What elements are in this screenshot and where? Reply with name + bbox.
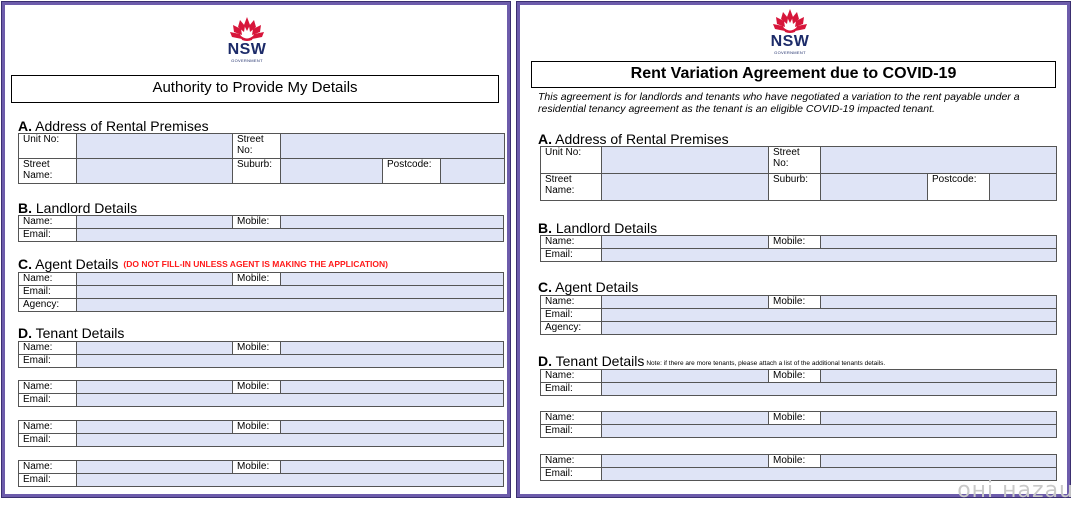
tenant-name-field[interactable] — [77, 421, 233, 434]
mobile-label: Mobile: — [769, 370, 821, 383]
section-title: Address of Rental Premises — [555, 131, 729, 147]
agent-name-field[interactable] — [602, 296, 769, 309]
landlord-table — [540, 235, 1057, 262]
unit-no-field[interactable] — [77, 134, 233, 159]
postcode-field[interactable] — [441, 159, 505, 184]
street-no-label: Street No: — [769, 147, 821, 174]
street-no-field[interactable] — [281, 134, 505, 159]
tenant-name-field[interactable] — [602, 370, 769, 383]
name-label: Name: — [541, 412, 602, 425]
form-authority-to-provide-details — [2, 2, 510, 497]
section-letter: C. — [538, 279, 552, 295]
tenant-1-table — [540, 369, 1057, 396]
tenant-email-field[interactable] — [602, 425, 1057, 438]
mobile-label: Mobile: — [769, 412, 821, 425]
name-label: Name: — [541, 236, 602, 249]
tenant-email-field[interactable] — [77, 394, 504, 407]
landlord-mobile-field[interactable] — [821, 236, 1057, 249]
tenant-mobile-field[interactable] — [281, 461, 504, 474]
logo-text: NSW — [770, 33, 810, 50]
tenant-2-table — [540, 411, 1057, 438]
tenant-name-field[interactable] — [602, 455, 769, 468]
unit-no-label: Unit No: — [19, 134, 77, 159]
tenant-name-field[interactable] — [77, 381, 233, 394]
section-letter: A. — [18, 118, 32, 134]
tenant-3-table — [540, 454, 1057, 481]
tenant-mobile-field[interactable] — [281, 342, 504, 355]
nsw-government-logo — [222, 15, 272, 65]
landlord-mobile-field[interactable] — [281, 216, 504, 229]
postcode-label: Postcode: — [928, 174, 990, 201]
section-c-heading — [538, 279, 638, 295]
agent-email-field[interactable] — [77, 286, 504, 299]
name-label: Name: — [19, 461, 77, 474]
street-no-label: Street No: — [233, 134, 281, 159]
email-label: Email: — [541, 383, 602, 396]
suburb-label: Suburb: — [233, 159, 281, 184]
mobile-label: Mobile: — [769, 236, 821, 249]
section-title: Tenant Details — [555, 353, 645, 369]
section-title: Agent Details — [35, 256, 119, 272]
name-label: Name: — [541, 370, 602, 383]
suburb-field[interactable] — [821, 174, 928, 201]
agency-label: Agency: — [541, 322, 602, 335]
tenant-3-table — [18, 420, 504, 447]
street-name-field[interactable] — [77, 159, 233, 184]
mobile-label: Mobile: — [769, 455, 821, 468]
name-label: Name: — [541, 455, 602, 468]
mobile-label: Mobile: — [769, 296, 821, 309]
landlord-table — [18, 215, 504, 242]
tenant-mobile-field[interactable] — [821, 412, 1057, 425]
unit-no-field[interactable] — [602, 147, 769, 174]
section-letter: D. — [538, 353, 552, 369]
landlord-email-field[interactable] — [77, 229, 504, 242]
agency-field[interactable] — [77, 299, 504, 312]
tenant-mobile-field[interactable] — [281, 421, 504, 434]
nsw-government-logo — [765, 7, 815, 57]
agency-label: Agency: — [19, 299, 77, 312]
agent-mobile-field[interactable] — [281, 273, 504, 286]
name-label: Name: — [19, 273, 77, 286]
agent-mobile-field[interactable] — [821, 296, 1057, 309]
name-label: Name: — [19, 381, 77, 394]
section-b-heading — [538, 220, 657, 236]
logo-subtext: GOVERNMENT — [231, 58, 263, 63]
postcode-label: Postcode: — [383, 159, 441, 184]
landlord-name-field[interactable] — [77, 216, 233, 229]
tenant-email-field[interactable] — [602, 383, 1057, 396]
tenant-name-field[interactable] — [77, 461, 233, 474]
section-letter: D. — [18, 325, 32, 341]
email-label: Email: — [19, 355, 77, 368]
form-rent-variation-agreement — [517, 2, 1070, 497]
agent-table — [540, 295, 1057, 335]
address-table — [540, 146, 1057, 201]
unit-no-label: Unit No: — [541, 147, 602, 174]
mobile-label: Mobile: — [233, 216, 281, 229]
form-title: Authority to Provide My Details — [11, 75, 499, 103]
email-label: Email: — [541, 309, 602, 322]
tenant-email-field[interactable] — [77, 355, 504, 368]
tenant-mobile-field[interactable] — [281, 381, 504, 394]
tenant-mobile-field[interactable] — [821, 370, 1057, 383]
section-title: Agent Details — [555, 279, 639, 295]
agency-field[interactable] — [602, 322, 1057, 335]
watermark-text: оні наzаu — [957, 478, 1074, 503]
address-table — [18, 133, 505, 184]
email-label: Email: — [19, 229, 77, 242]
landlord-email-field[interactable] — [602, 249, 1057, 262]
section-letter: A. — [538, 131, 552, 147]
email-label: Email: — [19, 394, 77, 407]
section-d-heading — [18, 325, 124, 341]
section-letter: B. — [538, 220, 552, 236]
postcode-field[interactable] — [990, 174, 1057, 201]
agent-warning: (DO NOT FILL-IN UNLESS AGENT IS MAKING THE APPLICATION) — [123, 259, 388, 269]
street-name-label: Street Name: — [541, 174, 602, 201]
agent-table — [18, 272, 504, 312]
email-label: Email: — [541, 468, 602, 481]
tenant-email-field[interactable] — [77, 434, 504, 447]
tenant-name-field[interactable] — [77, 342, 233, 355]
name-label: Name: — [541, 296, 602, 309]
email-label: Email: — [19, 434, 77, 447]
suburb-label: Suburb: — [769, 174, 821, 201]
suburb-field[interactable] — [281, 159, 383, 184]
section-a-heading — [18, 118, 209, 134]
mobile-label: Mobile: — [233, 381, 281, 394]
section-title: Address of Rental Premises — [35, 118, 209, 134]
mobile-label: Mobile: — [233, 273, 281, 286]
section-title: Landlord Details — [35, 200, 138, 216]
section-title: Tenant Details — [35, 325, 125, 341]
street-name-field[interactable] — [602, 174, 769, 201]
logo-subtext: GOVERNMENT — [774, 50, 806, 55]
waratah-flower-icon — [765, 7, 815, 35]
section-letter: C. — [18, 256, 32, 272]
landlord-name-field[interactable] — [602, 236, 769, 249]
intro-text: This agreement is for landlords and tenants who have negotiated a variation to the rent payable under a residential tenancy agreement as the tenant is an eligible COVID-19 impacted tenant. — [538, 91, 1020, 115]
tenant-4-table — [18, 460, 504, 487]
section-b-heading — [18, 200, 137, 216]
email-label: Email: — [19, 474, 77, 487]
section-a-heading — [538, 131, 729, 147]
form-title: Rent Variation Agreement due to COVID-19 — [531, 61, 1056, 88]
section-letter: B. — [18, 200, 32, 216]
logo-text: NSW — [227, 41, 267, 58]
tenant-mobile-field[interactable] — [821, 455, 1057, 468]
email-label: Email: — [541, 249, 602, 262]
agent-email-field[interactable] — [602, 309, 1057, 322]
email-label: Email: — [541, 425, 602, 438]
street-name-label: Street Name: — [19, 159, 77, 184]
mobile-label: Mobile: — [233, 421, 281, 434]
tenant-1-table — [18, 341, 504, 368]
tenant-name-field[interactable] — [602, 412, 769, 425]
agent-name-field[interactable] — [77, 273, 233, 286]
mobile-label: Mobile: — [233, 461, 281, 474]
mobile-label: Mobile: — [233, 342, 281, 355]
tenant-note: Note: if there are more tenants, please attach a list of the additional tenants details. — [646, 360, 886, 367]
section-c-heading — [18, 256, 388, 272]
tenant-2-table — [18, 380, 504, 407]
name-label: Name: — [19, 342, 77, 355]
section-title: Landlord Details — [555, 220, 658, 236]
street-no-field[interactable] — [821, 147, 1057, 174]
email-label: Email: — [19, 286, 77, 299]
name-label: Name: — [19, 421, 77, 434]
waratah-flower-icon — [222, 15, 272, 43]
name-label: Name: — [19, 216, 77, 229]
tenant-email-field[interactable] — [77, 474, 504, 487]
